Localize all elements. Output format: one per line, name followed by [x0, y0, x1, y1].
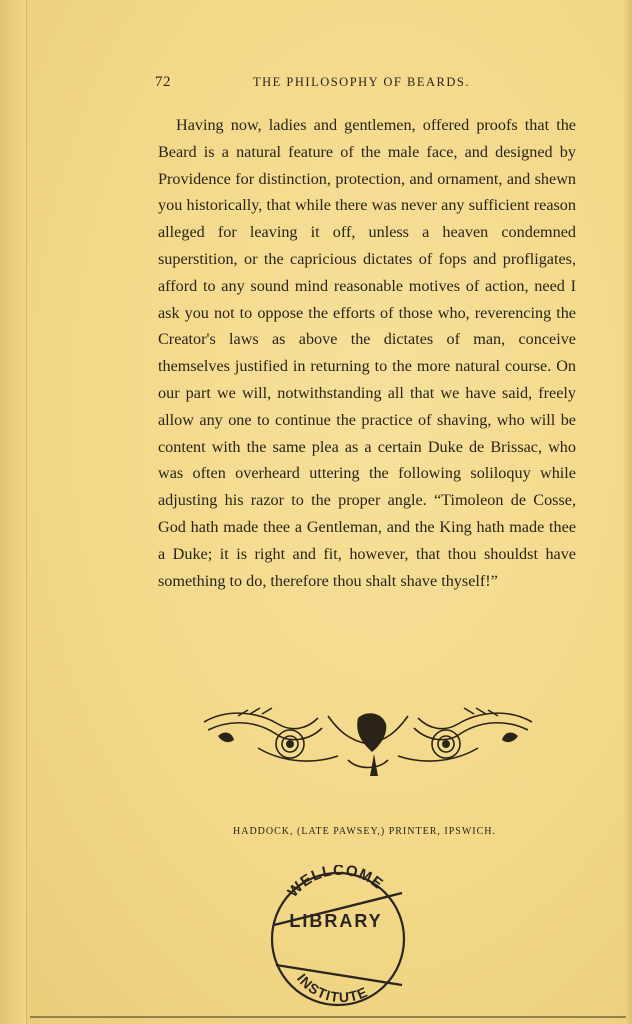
library-stamp	[256, 865, 428, 1007]
svg-text:WELLCOME	[284, 865, 386, 901]
page-number: 72	[155, 74, 171, 90]
running-title: THE PHILOSOPHY OF BEARDS.	[253, 75, 470, 89]
stamp-top-text: WELLCOME	[284, 865, 387, 901]
library-stamp-seal-icon	[256, 865, 428, 1007]
page-right-edge	[624, 0, 632, 1024]
body-paragraph: Having now, ladies and gentlemen, offered proofs that the Beard is a natural feature of the male face, and designed by Providence for distinction, protection, and ornament, and shewn you historically, that while there was never any sufficient reason alleged for leaving it off, unless a heaven condemned superstition, or the capricious dictates of fops and profligates, afford to any sound mind reasonable motives of action, need I ask you not to oppose the efforts of those who, reverencing the Creator's laws as above the dictates of man, conceive themselves justified in returning to the more natural course. On our part we will, notwithstanding all that we have said, freely allow any one to continue the practice of shaving, who will be content with the same plea as a certain Duke de Brissac, who was often overheard uttering the following soliloquy while adjusting his razor to the proper angle. “Timoleon de Cosse, God hath made thee a Gentleman, and the King hath made thee a Duke; it is right and fit, however, that thou shouldst have something to do, therefore thou shalt shave thyself!”	[158, 116, 576, 590]
page-header	[155, 74, 535, 94]
svg-text:INSTITUTE	[294, 971, 370, 1006]
printer-imprint: HADDOCK, (LATE PAWSEY,) PRINTER, IPSWICH.	[233, 826, 496, 837]
stamp-bottom-text: INSTITUTE	[293, 970, 371, 1006]
page-binding-gutter	[0, 0, 27, 1024]
page-bottom-edge	[30, 1016, 626, 1018]
stamp-center-text: LIBRARY	[289, 911, 383, 931]
ornament-flourish-icon	[198, 700, 538, 782]
